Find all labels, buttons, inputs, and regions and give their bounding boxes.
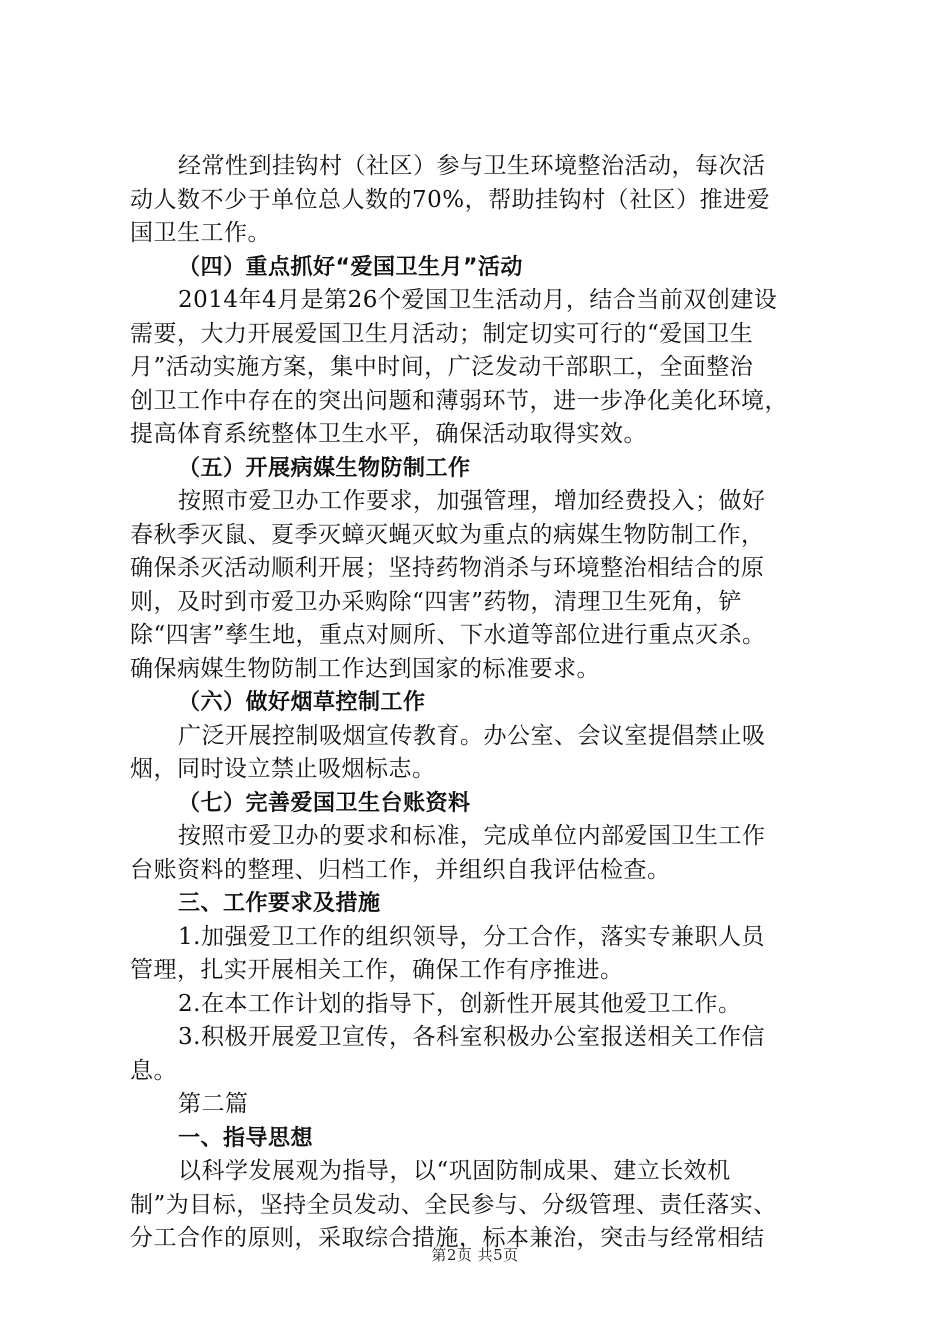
section-heading: 一、指导思想 bbox=[178, 1125, 314, 1151]
body-text-line: 以科学发展观为指导，以“巩固防制成果、建立长效机 bbox=[178, 1158, 731, 1184]
body-text-line: 提高体育系统整体卫生水平，确保活动取得实效。 bbox=[130, 421, 647, 447]
body-text-line: 创卫工作中存在的突出问题和薄弱环节，进一步净化美化环境， bbox=[130, 387, 788, 414]
body-text-line: 经常性到挂钩村（社区）参与卫生环境整治活动，每次活 bbox=[178, 153, 766, 179]
body-text-line: 春秋季灭鼠、夏季灭蟑灭蝇灭蚊为重点的病媒生物防制工作， bbox=[130, 521, 765, 548]
body-text-line: 2014年4月是第26个爱国卫生活动月，结合当前双创建设 bbox=[178, 287, 778, 313]
page-number-footer: 第2页 共5页 bbox=[431, 1246, 519, 1264]
body-text-line: 3.积极开展爱卫宣传，各科室积极办公室报送相关工作信 bbox=[178, 1024, 765, 1050]
body-text-line: 动人数不少于单位总人数的70%，帮助挂钩村（社区）推进爱 bbox=[130, 186, 771, 213]
document-body bbox=[130, 150, 830, 1256]
body-text-line: 除“四害”孳生地，重点对厕所、下水道等部位进行重点灭杀。 bbox=[130, 622, 766, 648]
body-text-line: 则，及时到市爱卫办采购除“四害”药物，清理卫生死角，铲 bbox=[130, 588, 743, 615]
section-heading: （四）重点抓好“爱国卫生月”活动 bbox=[178, 254, 523, 280]
body-text-line: 国卫生工作。 bbox=[130, 220, 271, 246]
body-text-line: 广泛开展控制吸烟宣传教育。办公室、会议室提倡禁止吸 bbox=[178, 722, 766, 749]
part-title: 第二篇 bbox=[178, 1091, 249, 1117]
body-text-line: 2.在本工作计划的指导下，创新性开展其他爱卫工作。 bbox=[178, 990, 742, 1017]
section-heading: （五）开展病媒生物防制工作 bbox=[178, 455, 471, 481]
section-heading: （六）做好烟草控制工作 bbox=[178, 690, 426, 715]
body-text-line: 月”活动实施方案，集中时间，广泛发动干部职工，全面整治 bbox=[130, 354, 754, 380]
body-text-line: 管理，扎实开展相关工作，确保工作有序推进。 bbox=[130, 957, 624, 983]
section-heading: （七）完善爱国卫生台账资料 bbox=[178, 790, 471, 816]
body-text-line: 制”为目标，坚持全员发动、全民参与、分级管理、责任落实、 bbox=[130, 1191, 777, 1218]
body-text-line: 息。 bbox=[130, 1057, 177, 1084]
body-text-line: 需要，大力开展爱国卫生月活动；制定切实可行的“爱国卫生 bbox=[130, 320, 754, 347]
body-text-line: 分工合作的原则，采取综合措施，标本兼治，突击与经常相结 bbox=[130, 1225, 765, 1251]
body-text-line: 1.加强爱卫工作的组织领导，分工合作，落实专兼职人员 bbox=[178, 923, 765, 950]
body-text-line: 确保病媒生物防制工作达到国家的标准要求。 bbox=[130, 655, 600, 682]
section-heading: 三、工作要求及措施 bbox=[178, 891, 381, 916]
body-text-line: 按照市爱卫办的要求和标准，完成单位内部爱国卫生工作 bbox=[178, 823, 766, 849]
body-text-line: 按照市爱卫办工作要求，加强管理，增加经费投入；做好 bbox=[178, 488, 766, 514]
body-text-line: 烟，同时设立禁止吸烟标志。 bbox=[130, 756, 436, 782]
body-text-line: 台账资料的整理、归档工作，并组织自我评估检查。 bbox=[130, 856, 671, 883]
body-text-line: 确保杀灭活动顺利开展；坚持药物消杀与环境整治相结合的原 bbox=[130, 555, 765, 581]
